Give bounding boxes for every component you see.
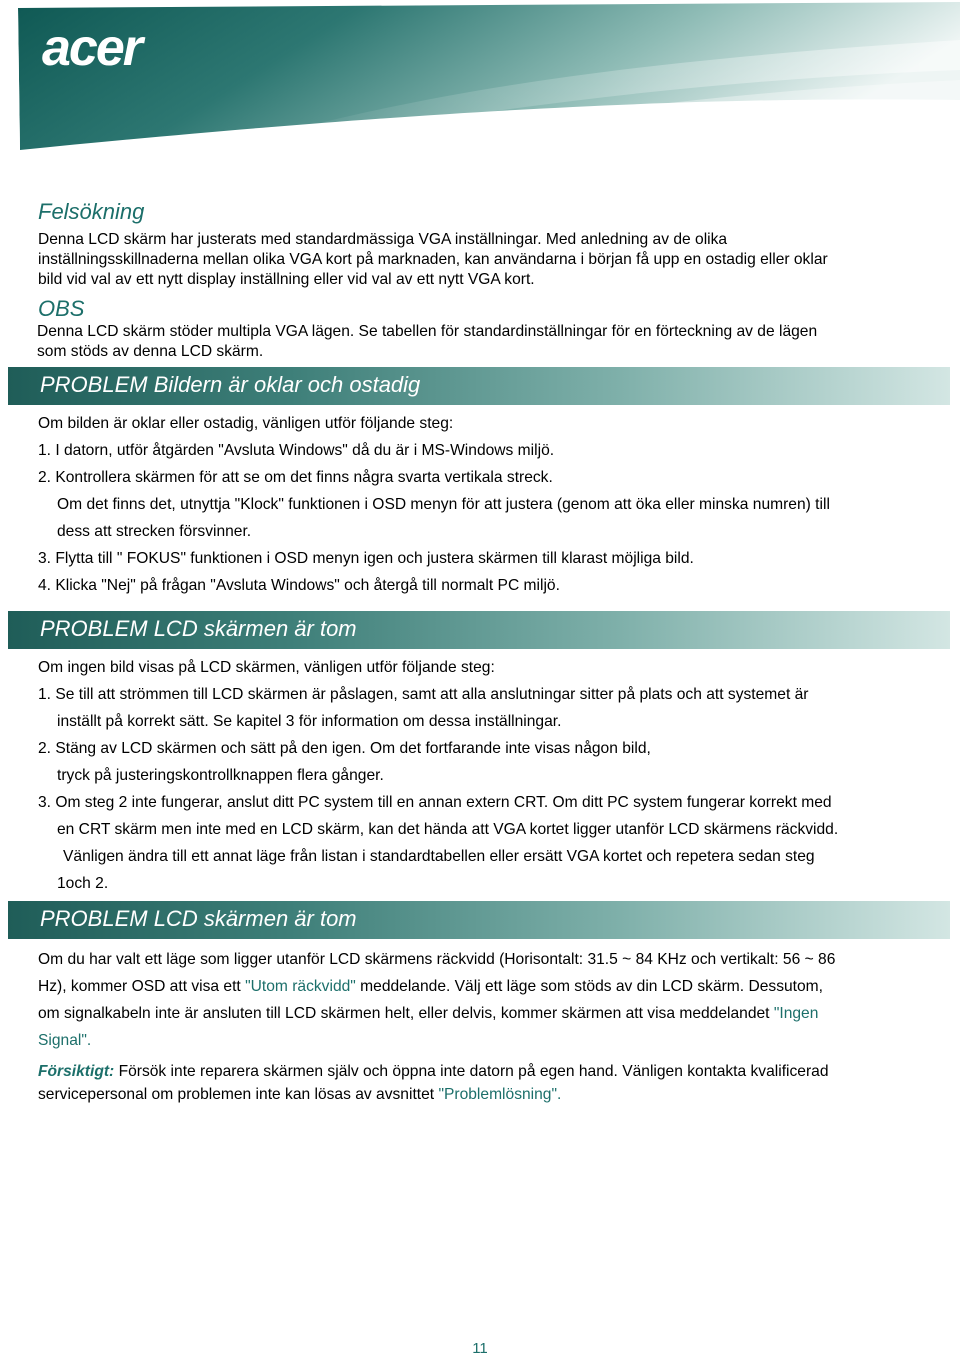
obs-paragraph [37,322,917,362]
caution-line [38,1062,928,1082]
caution-text: Försök inte reparera skärmen själv och öppna inte datorn på egen hand. Vänligen kontakta kvalificerad [114,1063,829,1080]
problem-out-of-range-header [8,901,950,939]
problem-out-of-range-line: Om du har valt ett läge som ligger utanför LCD skärmens räckvidd (Horisontalt: 31.5 ~ 84 KHz och vertikalt: 56 ~ 86 [38,951,836,968]
problem-blank-step: Vänligen ändra till ett annat läge från listan i standardtabellen eller ersätt VGA kortet och repetera sedan steg [63,848,815,865]
problem-blurry-step: 2. Kontrollera skärmen för att se om det finns några svarta vertikala streck. [38,469,553,486]
intro-line: Denna LCD skärm har justerats med standardmässiga VGA inställningar. Med anledning av de olika [38,231,728,248]
problem-blank-step: 1. Se till att strömmen till LCD skärmen är påslagen, samt att alla anslutningar sitter på plats och att systemet är [38,686,809,703]
problem-blurry-step: 3. Flytta till " FOKUS" funktionen i OSD menyn igen och justera skärmen till klarast möjliga bild. [38,550,694,567]
intro-line: bild vid val av ett nytt display inställning eller vid val av ett nytt VGA kort. [38,271,535,288]
troubleshooting-link[interactable]: "Problemlösning". [438,1086,562,1103]
problem-blurry-step: 1. I datorn, utför åtgärden "Avsluta Windows" då du är i MS-Windows miljö. [38,442,555,459]
obs-title: OBS [38,296,85,321]
obs-line: Denna LCD skärm stöder multipla VGA lägen. Se tabellen för standardinställningar för en förteckning av de lägen [37,323,818,340]
problem-blank-step: tryck på justeringskontrollknappen flera gånger. [57,767,384,784]
problem-blurry-intro: Om bilden är oklar eller ostadig, vänligen utför följande steg: [38,415,454,432]
header-banner [0,0,960,160]
no-signal-message: "Ingen [773,1005,819,1022]
problem-blank-header [8,611,950,649]
problem-blurry-step: Om det finns det, utnyttja "Klock" funktionen i OSD menyn för att justera (genom att öka eller minska numren) till [57,496,830,513]
problem-out-of-range-line [38,1004,928,1024]
intro-paragraph [38,230,918,290]
text-run: Hz), kommer OSD att visa ett [38,978,246,995]
problem-out-of-range-line [38,1031,928,1051]
problem-out-of-range-title: PROBLEM LCD skärmen är tom [40,906,357,931]
problem-blurry-title: PROBLEM Bildern är oklar och ostadig [40,372,421,397]
problem-blank-intro: Om ingen bild visas på LCD skärmen, vänligen utför följande steg: [38,659,495,676]
problem-blurry-step: dess att strecken försvinner. [57,523,252,540]
intro-title: Felsökning [38,199,145,224]
caution-label: Försiktigt: [38,1063,115,1080]
problem-blurry-header [8,367,950,405]
acer-logo: acer [42,19,141,77]
banner-graphic [0,0,960,160]
problem-out-of-range-line [38,977,928,997]
out-of-range-message: "Utom räckvidd" [245,978,356,995]
page-number: 11 [472,1340,488,1357]
problem-blank-title: PROBLEM LCD skärmen är tom [40,616,357,641]
problem-blank-step: 2. Stäng av LCD skärmen och sätt på den igen. Om det fortfarande inte visas någon bild, [38,740,651,757]
caution-line [38,1085,928,1105]
text-run: meddelande. Välj ett läge som stöds av din LCD skärm. Dessutom, [355,978,823,995]
text-run: om signalkabeln inte är ansluten till LCD skärmen helt, eller delvis, kommer skärmen att visa meddelandet [38,1005,774,1022]
problem-blank-step: 3. Om steg 2 inte fungerar, anslut ditt PC system till en annan extern CRT. Om ditt PC system fungerar korrekt med [38,794,832,811]
problem-blank-step: 1och 2. [57,875,109,892]
no-signal-message-cont: Signal". [38,1032,92,1049]
obs-line: som stöds av denna LCD skärm. [37,343,264,360]
caution-text: servicepersonal om problemen inte kan lösas av avsnittet [38,1086,439,1103]
problem-blurry-step: 4. Klicka "Nej" på frågan "Avsluta Windows" och återgå till normalt PC miljö. [38,577,560,594]
problem-blank-step: inställt på korrekt sätt. Se kapitel 3 för information om dessa inställningar. [57,713,562,730]
intro-line: inställningsskillnaderna mellan olika VGA kort på marknaden, kan användarna i början få upp en ostadig eller oklar [38,251,828,268]
problem-blank-step: en CRT skärm men inte med en LCD skärm, kan det hända att VGA kortet ligger utanför LCD skärmens räckvidd. [57,821,839,838]
